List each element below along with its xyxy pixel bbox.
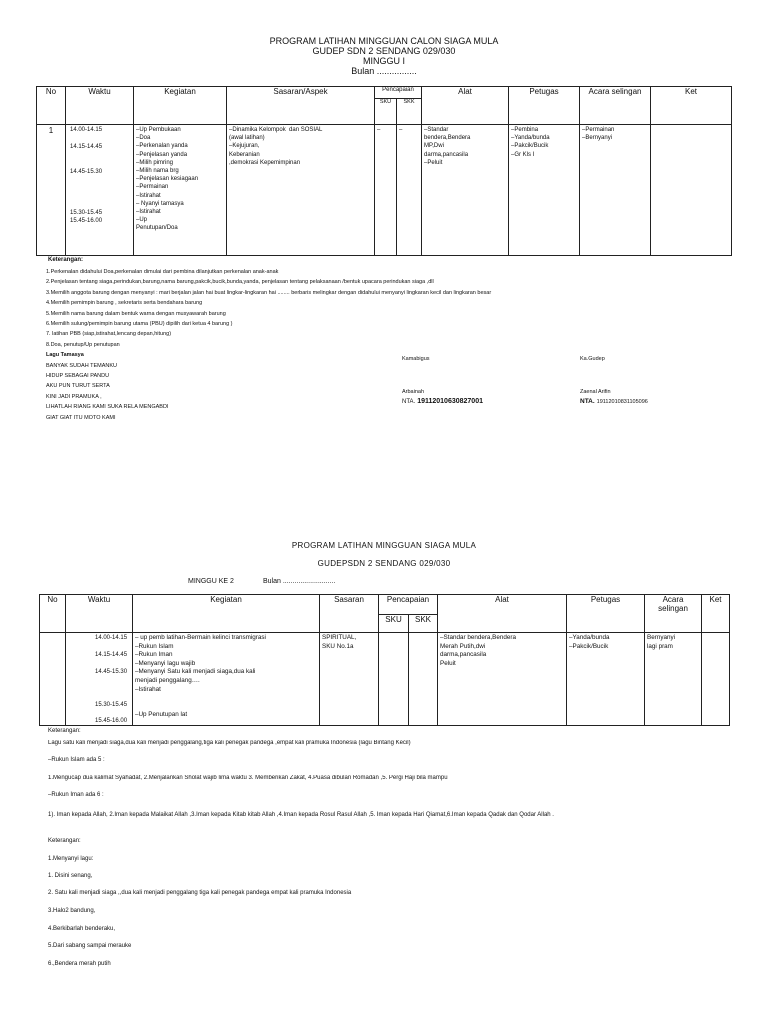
doc2-line-1: Lagu satu kali menjadi siaga,dua kali menjadi penggalang,tiga kali penegak pandega ,empat kali pramuka Indonesia (lagu Bintang Kecil)	[48, 740, 411, 746]
doc1-row-no: 1	[37, 125, 66, 256]
doc1-header-ket: Ket	[651, 87, 732, 125]
doc1-note-6: 6.Memilih sulung/pemimpin barung utama (PBU) dipilih dari ketua 4 barung )	[46, 321, 233, 328]
doc1-sig1-nta-label: NTA.	[402, 399, 416, 405]
doc1-title-line2: GUDEP SDN 2 SENDANG 029/030	[312, 46, 456, 56]
doc2-row-ket	[702, 633, 730, 726]
doc2-line-3: 1.Mengucap dua kalimat Syahadat, 2.Menjalankan Sholat wajib lima waktu 3. Memberikan Zakat, 4.Puasa dibulan Romadan ,5. Pergi Haji bila mampu	[48, 775, 448, 781]
doc1-row-alat: –Standar bendera,Bendera MP,Dwi darma,pancasila –Peluit	[422, 125, 509, 256]
doc1-lagu-line-1: BANYAK SUDAH TEMANKU	[46, 362, 118, 369]
doc1-header-sku: SKU	[375, 99, 397, 125]
doc2-header-kegiatan: Kegiatan	[133, 595, 320, 633]
doc1-schedule-table	[36, 86, 732, 256]
doc1-lagu-line-3: AKU PUN TURUT SERTA	[46, 383, 110, 390]
doc2-row-no	[40, 633, 66, 726]
doc2-time-5: 15.45-16.00	[95, 718, 128, 724]
doc2-header-alat: Alat	[438, 595, 567, 633]
doc1-lagu-label: Lagu Tamasya	[46, 352, 84, 359]
doc2-bulan: Bulan ...........................	[263, 578, 336, 585]
doc1-row-acara: –Permainan –Bernyanyi	[580, 125, 651, 256]
doc1-sig1-role: Kamabigus	[402, 356, 430, 362]
doc1-time-1: 14.00-14.15	[70, 127, 103, 133]
doc1-header-sasaran: Sasaran/Aspek	[227, 87, 375, 125]
doc2-schedule-table	[39, 594, 730, 726]
doc1-note-1: 1.Perkenalan didahului Doa,perkenalan dimulai dari pembina dilanjutkan perkenalan anak-anak	[46, 269, 279, 275]
doc2-line-9: 2. Satu kali menjadi siaga ,,dua kali menjadi penggalang tiga kali penegak pandega empat kali pramuka Indonesia	[48, 890, 352, 896]
doc1-note-2: 2.Penjelasan tentang siaga,perindukan,barung,nama barung,pakcik,bucik,bunda,yanda, penjelasan tentang pelaksanaan /bentuk upacara perindukan siaga ,dll	[46, 279, 434, 286]
doc2-row-alat: –Standar bendera,Bendera Merah Putih,dwi darma,pancasila Peluit	[438, 633, 567, 726]
doc1-row-sasaran: –Dinamika Kelompok dan SOSIAL (awal latihan) –Kejujuran, Keberanian ,demokrasi Kepemimpinan	[227, 125, 375, 256]
doc1-sig1-nta	[402, 398, 483, 405]
doc2-header-skk: SKK	[409, 615, 438, 633]
doc2-line-4: –Rukun Iman ada 6 :	[48, 792, 104, 798]
doc1-header-acara: Acara selingan	[580, 87, 651, 125]
doc1-time-3: 14.45-15.30	[70, 169, 103, 175]
doc2-row-acara: Bernyanyi lagi pram	[645, 633, 702, 726]
doc2-time-3: 14.45-15.30	[95, 669, 128, 675]
doc1-sig2-name: Zaenal Arifin	[580, 389, 611, 395]
doc2-header-petugas: Petugas	[567, 595, 645, 633]
doc2-time-1: 14.00-14.15	[95, 635, 128, 641]
doc2-line-8: 1. Disini senang,	[48, 873, 93, 879]
doc1-row-kegiatan: –Up Pembukaan –Doa –Perkenalan yanda –Penjelasan yanda –Milih pimring –Milih nama brg –Penjelasan kesiagaan –Permainan –Istirahat – Nyanyi tamasya –Istirahat –Up Penutupan/Doa	[134, 125, 227, 256]
doc1-row-ket	[651, 125, 732, 256]
doc2-header-sku: SKU	[379, 615, 409, 633]
doc2-title-line1: PROGRAM LATIHAN MINGGUAN SIAGA MULA	[291, 541, 477, 550]
doc1-keterangan-label: Keterangan:	[48, 257, 84, 263]
doc2-minggu: MINGGU KE 2	[188, 578, 234, 585]
doc1-lagu-line-5: LIHATLAH RIANG KAMI SUKA RELA MENGABDI	[46, 404, 169, 411]
doc1-header-petugas: Petugas	[509, 87, 580, 125]
doc1-note-3: 3.Memilih anggota barung dengan menyanyi : mari berjalan jalan hai buat lingkar-lingkaran hai ........ berbaris melingkar dengan didahului menyanyi lingkaran kecil dan lingkaran besar	[46, 289, 492, 296]
doc1-note-4: 4.Memilih pemimpin barung , sekretaris serta bendahara barung	[46, 300, 203, 307]
doc1-row-skk: –	[397, 125, 422, 256]
doc1-sig2-nta	[580, 398, 648, 405]
doc1-note-8: 8.Doa, penutup/Up penutupan	[46, 341, 120, 348]
doc1-title-line1: PROGRAM LATIHAN MINGGUAN CALON SIAGA MULA	[269, 36, 499, 46]
doc1-sig2-nta-label: NTA.	[580, 398, 595, 405]
doc1-lagu-line-6: GIAT GIAT ITU MOTO KAMI	[46, 414, 116, 421]
doc2-title-line2: GUDEPSDN 2 SENDANG 029/030	[317, 559, 451, 568]
doc2-header-ket: Ket	[702, 595, 730, 633]
doc2-keterangan-label: Keterangan:	[48, 728, 81, 734]
doc2-line-6: Keterangan:	[48, 838, 81, 844]
doc1-lagu-line-4: KINI JADI PRAMUKA ,	[46, 393, 102, 400]
doc2-row-kegiatan: – up pemb latihan-Bermain kelinci transmigrasi –Rukun Islam –Rukun Iman –Menyanyi lagu wajib –Menyanyi Satu kali menjadi siaga,dua kali menjadi penggalang…. –Istirahat –Up Penutupan lat	[133, 633, 320, 726]
doc2-row-waktu	[66, 633, 133, 726]
doc1-header-waktu: Waktu	[66, 87, 134, 125]
doc1-lagu-line-2: HIDUP SEBAGAI PANDU	[46, 373, 110, 380]
doc2-row-sku	[379, 633, 409, 726]
doc1-header-no: No	[37, 87, 66, 125]
doc1-header-kegiatan: Kegiatan	[134, 87, 227, 125]
doc1-row-sku: –	[375, 125, 397, 256]
doc1-header-pencapaian: Pencapaian	[375, 87, 422, 99]
doc2-line-7: 1.Menyanyi lagu:	[48, 856, 94, 862]
doc2-row-sasaran: SPIRITUAL, SKU No.1a	[320, 633, 379, 726]
doc1-row-waktu	[66, 125, 134, 256]
doc1-sig1-nta-number: 19112010630827001	[417, 398, 483, 405]
doc1-note-7: 7. latihan PBB (siap,istirahat,lencang depan,hitung)	[46, 331, 172, 338]
doc2-line-2: –Rukun Islam ada 5 :	[48, 757, 105, 763]
doc2-row-skk	[409, 633, 438, 726]
doc1-note-5: 5.Memilih nama barung dalam bentuk warna dengan musyawarah barung	[46, 310, 226, 317]
doc2-header-sasaran: Sasaran	[320, 595, 379, 633]
doc2-time-2: 14.15-14.45	[95, 652, 128, 658]
doc2-line-12: 5.Dari sabang sampai merauke	[48, 943, 132, 949]
doc2-line-13: 6.,Bendera merah putih	[48, 961, 111, 967]
doc2-line-5a: 1). Iman kepada Allah, 2.Iman kepada Malaikat Allah ,3.Iman kepada Kitab kitab Allah ,4.Iman kepada Rosul Rasul Allah ,5. Iman kepada Hari Qiamat,6.Iman kepada Qadak dan Qodar Allah .	[48, 812, 554, 818]
doc2-header-acara: Acara selingan	[645, 595, 702, 633]
doc2-line-11: 4.Berkibarlah benderaku,	[48, 926, 116, 932]
doc1-sig2-nta-number: 19112010831105096	[596, 399, 648, 405]
doc2-header-pencapaian: Pencapaian	[379, 595, 438, 615]
doc1-header-alat: Alat	[422, 87, 509, 125]
doc1-time-4: 15.30-15.45	[70, 210, 103, 216]
doc1-time-2: 14.15-14.45	[70, 144, 103, 150]
doc1-title-line3: MINGGU I	[363, 56, 405, 66]
doc1-title-line4: Bulan ................	[351, 66, 417, 76]
doc2-row-petugas: –Yanda/bunda –Pakcik/Bucik	[567, 633, 645, 726]
doc1-sig1-name: Arbainah	[402, 389, 425, 395]
doc2-line-10: 3.Halo2 bandung,	[48, 908, 96, 914]
doc1-row-petugas: –Pembina –Yanda/bunda –Pakcik/Bucik –Gr Kls I	[509, 125, 580, 256]
doc1-sig2-role: Ka.Gudep	[580, 356, 605, 362]
doc2-header-waktu: Waktu	[66, 595, 133, 633]
doc1-header-skk: SKK	[397, 99, 422, 125]
doc2-time-4: 15.30-15.45	[95, 702, 128, 708]
doc2-header-no: No	[40, 595, 66, 633]
doc1-time-5: 15.45-16.00	[70, 218, 103, 224]
